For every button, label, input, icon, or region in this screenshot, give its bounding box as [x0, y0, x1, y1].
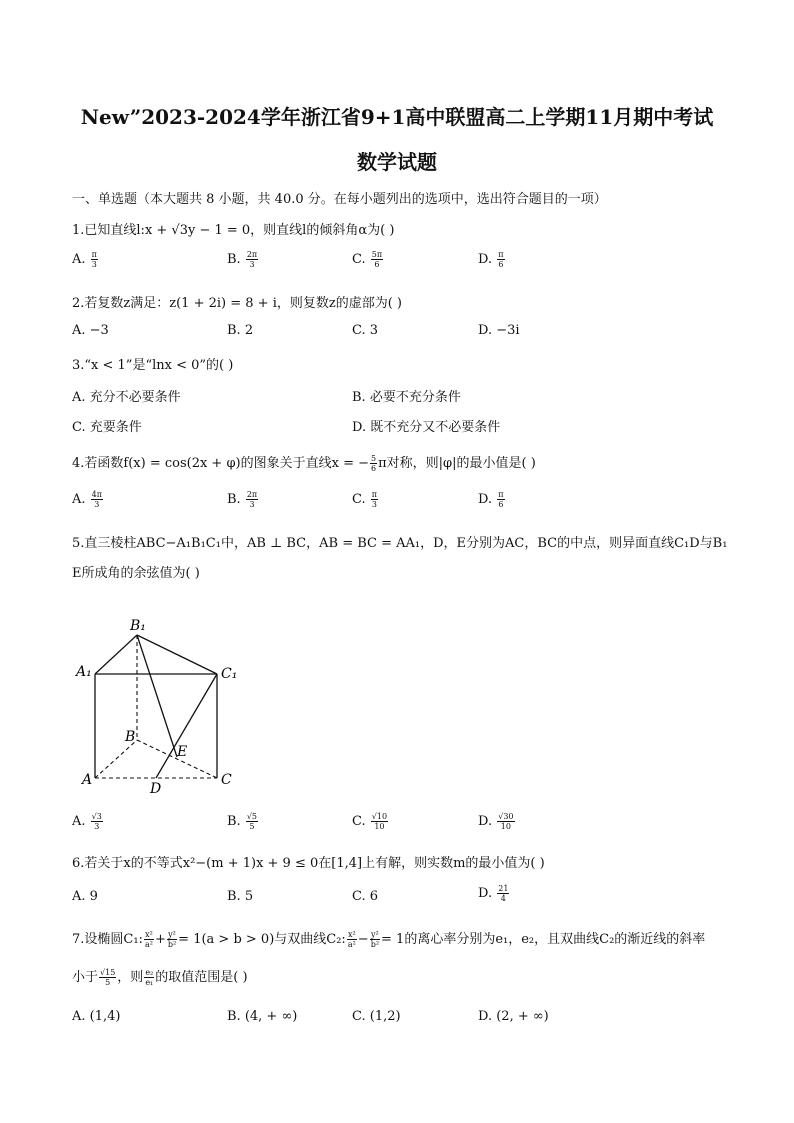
exam-title: New”2023-2024学年浙江省9+1高中联盟高二上学期11月期中考试 — [80, 105, 714, 129]
q6-option-b: B. 5 — [227, 889, 254, 904]
q7-option-d: D. (2, + ∞) — [478, 1009, 549, 1024]
q3-option-a: A. 充分不必要条件 — [72, 390, 181, 405]
segment-b1-e — [137, 635, 177, 757]
q3-option-c: C. 充要条件 — [72, 420, 142, 435]
label-c: C — [221, 772, 232, 788]
q7-option-b: B. (4, + ∞) — [227, 1009, 298, 1024]
section-heading: 一、单选题（本大题共 8 小题，共 40.0 分。在每小题列出的选项中，选出符合题目的一项） — [72, 192, 607, 207]
q5-stem-line1: 5.直三棱柱ABC−A₁B₁C₁中，AB ⊥ BC，AB = BC = AA₁，D，E分别为AC，BC的中点，则异面直线C₁D与B₁ — [72, 536, 728, 551]
q4-option-c: C. $\frac{\pi}{3}$ — [352, 490, 378, 509]
edge-a1-b1 — [95, 635, 137, 674]
edge-a-b — [95, 740, 137, 778]
q6-option-a: A. 9 — [72, 889, 98, 904]
q2-option-b: B. 2 — [227, 323, 254, 338]
label-b1: B₁ — [130, 618, 146, 634]
q3-stem: 3.“x < 1”是“lnx < 0”的( ) — [72, 358, 234, 373]
q5-option-d: D. $\frac{√30}{10}$ — [478, 812, 514, 831]
label-d: D — [150, 781, 162, 797]
label-a: A — [82, 772, 93, 788]
q6-option-c: C. 6 — [352, 889, 379, 904]
edge-b1-c1 — [137, 635, 217, 674]
segment-c1-d — [156, 674, 217, 778]
q1-option-c: C. $\frac{5\pi}{6}$ — [352, 250, 383, 269]
q4-option-a: A. $\frac{4\pi}{3}$ — [72, 490, 103, 509]
q7-stem-line1: 7.设椭圆C₁: $\frac{\text{x²}}{\text{a²}}$ + $\frac{\text{y²}}{\text{b²}}$ = 1(a > b > 0)与双曲线C₂: $\frac{\text{x²}}{\text{a²}}$ − $\frac{\text{y²}}{\text{b²}}$ = 1的离心率分别为e₁，e₂，且双曲线C₂的渐近线的斜率 — [72, 930, 706, 949]
q3-option-b: B. 必要不充分条件 — [352, 390, 461, 405]
q7-option-c: C. (1,2) — [352, 1009, 401, 1024]
q2-option-a: A. −3 — [72, 323, 109, 338]
q5-option-a: A. $\frac{√3}{3}$ — [72, 812, 102, 831]
q1-option-a: A. $\frac{\pi}{3}$ — [72, 250, 97, 269]
q4-option-b: B. $\frac{2\pi}{3}$ — [227, 490, 258, 509]
q7-option-a: A. (1,4) — [72, 1009, 121, 1024]
q2-option-c: C. 3 — [352, 323, 379, 338]
q1-stem: 1.已知直线l:x + √3y − 1 = 0，则直线l的倾斜角α为( ) — [72, 223, 395, 238]
q5-option-c: C. $\frac{√10}{10}$ — [352, 812, 388, 831]
q2-option-d: D. −3i — [478, 323, 520, 338]
q5-stem-line2: E所成角的余弦值为( ) — [72, 566, 200, 581]
q6-option-d: D. $\frac{21}{4}$ — [478, 884, 509, 903]
prism-figure — [70, 612, 260, 797]
q4-option-d: D. $\frac{\pi}{6}$ — [478, 490, 504, 509]
exam-subtitle: 数学试题 — [357, 150, 437, 174]
label-e: E — [177, 744, 188, 760]
q4-stem: 4.若函数f(x) = cos(2x + φ)的图象关于直线x = − $\frac{5}{6}$ π对称，则|φ|的最小值是( ) — [72, 454, 536, 473]
label-a1: A₁ — [76, 664, 92, 680]
q1-option-b: B. $\frac{2\pi}{3}$ — [227, 250, 258, 269]
label-c1: C₁ — [221, 666, 238, 682]
q5-option-b: B. $\frac{√5}{5}$ — [227, 812, 258, 831]
q3-option-d: D. 既不充分又不必要条件 — [352, 420, 501, 435]
q7-stem-line2: 小于 $\frac{√15}{5}$ ，则 $\frac{\text{e₂}}{\text{e₁}}$ 的取值范围是( ) — [72, 968, 248, 987]
q6-stem: 6.若关于x的不等式x²−(m + 1)x + 9 ≤ 0在[1,4]上有解，则实数m的最小值为( ) — [72, 856, 545, 871]
label-b: B — [125, 729, 136, 745]
q1-option-d: D. $\frac{\pi}{6}$ — [478, 250, 504, 269]
q2-stem: 2.若复数z满足：z(1 + 2i) = 8 + i，则复数z的虚部为( ) — [72, 296, 402, 311]
